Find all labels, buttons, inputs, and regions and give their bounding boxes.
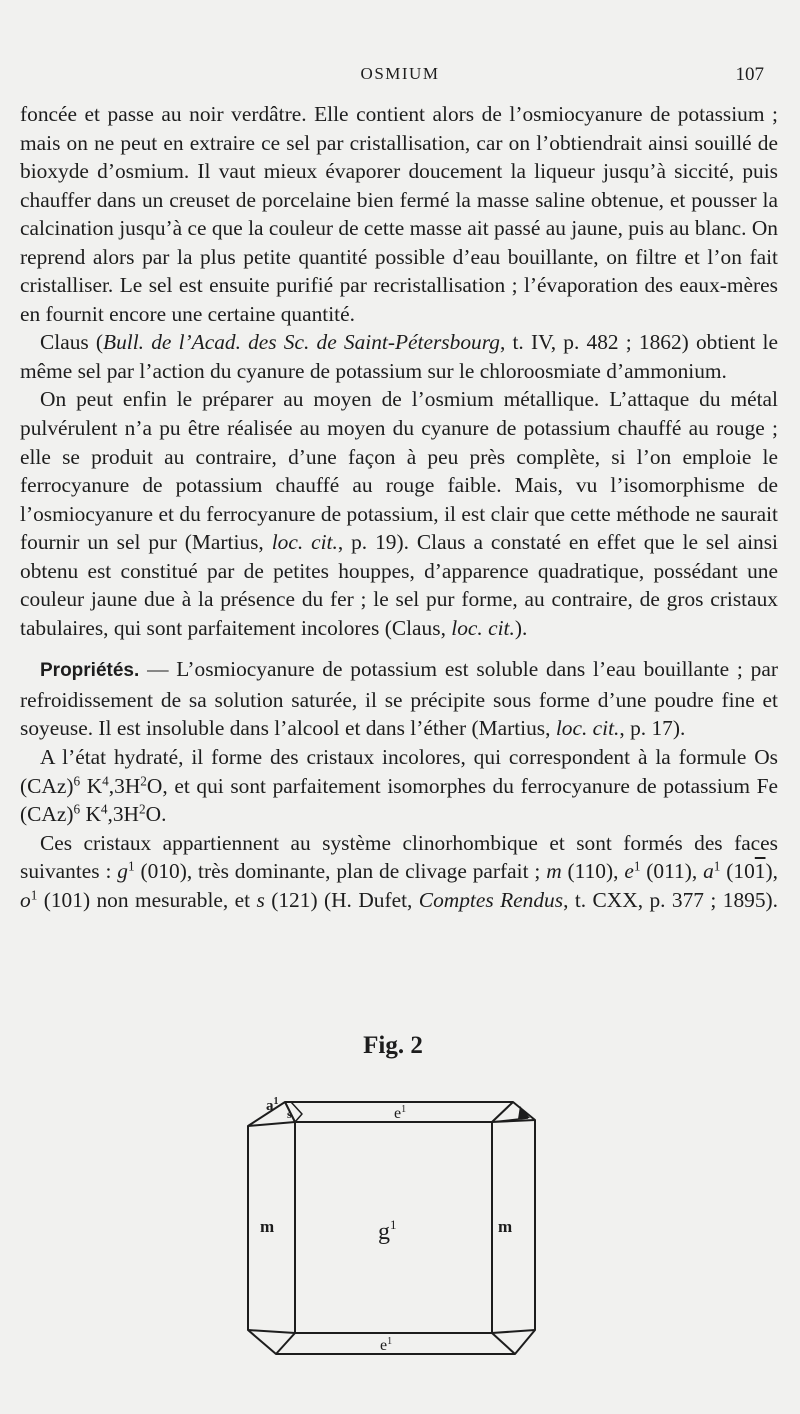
text-run: , t. IV, p. 482 ; 1862) obtient le même sel par l’action du cyanure de potassium sur le chloroosmiate d’ammonium. bbox=[20, 330, 778, 383]
face-symbol: a bbox=[703, 859, 714, 884]
label-g1: $g^1$ bbox=[378, 1217, 397, 1245]
citation-title: Comptes Rendus bbox=[418, 887, 564, 912]
citation-loc-cit: loc. cit. bbox=[271, 530, 338, 555]
citation-title: Bull. de l’Acad. des Sc. de Saint-Pétersbourg bbox=[103, 330, 500, 355]
face-symbol: m bbox=[546, 859, 562, 884]
text-run: , p. 19). Claus a constaté en effet que le sel ainsi obtenu est constitué par de petites houppes, d’apparence quadratique, possédant une couleur jaune due à la présence du fer ; le sel pur forme, au contraire, de gros cristaux tabulaires, qui sont parfaitement incolores (Claus, bbox=[20, 530, 779, 640]
face-index: 1 bbox=[633, 858, 641, 874]
formula-subscript: 4 bbox=[100, 801, 108, 817]
edge bbox=[248, 1330, 295, 1333]
text-run: (10 bbox=[720, 859, 755, 884]
text-run: On peut enfin le préparer au moyen de l’osmium métallique. L’attaque du métal pulvérulent n’a pu être réalisée au moyen du cyanure de potassium chauffé au rouge ; elle se produit au contraire, d’une façon à peu près complète, si l’on emploie le ferrocyanure de potassium chauffé au rouge faible. Mais, vu l’isomorphisme de l’osmiocyanure et du ferrocyanure de potassium, il est clair que cette méthode ne saurait fournir un sel pur (Martius, bbox=[20, 387, 778, 555]
text-run: Claus ( bbox=[40, 330, 104, 355]
text-run: (110), bbox=[561, 859, 625, 884]
crystal-drawing bbox=[238, 1084, 548, 1372]
edge bbox=[492, 1333, 515, 1354]
label-m-left: m bbox=[260, 1217, 275, 1236]
formula-subscript: 4 bbox=[102, 773, 109, 789]
paragraph-claus-method bbox=[20, 328, 778, 385]
label-m-right: m bbox=[498, 1217, 513, 1236]
overbar-digit: 1 bbox=[754, 859, 766, 884]
paragraph-metallic-osmium bbox=[20, 385, 778, 642]
citation-loc-cit: loc. cit. bbox=[555, 716, 620, 741]
text-run: (011), bbox=[640, 859, 704, 884]
figure-crystal bbox=[238, 1032, 548, 1372]
text-run: ,3H bbox=[107, 802, 140, 827]
page-header bbox=[0, 64, 800, 90]
paragraph-crystal-faces bbox=[20, 829, 778, 915]
text-run: A l’état hydraté, il forme des cristaux incolores, qui correspondent à la formule Os (CAz) bbox=[20, 745, 778, 798]
label-e1-bottom: $e^1$ bbox=[380, 1336, 393, 1354]
text-run: K bbox=[80, 802, 101, 827]
label-s: s bbox=[287, 1107, 292, 1121]
face-index: 1 bbox=[30, 887, 38, 903]
text-run: (121) (H. Dufet, bbox=[264, 887, 419, 912]
formula-subscript: 6 bbox=[73, 773, 81, 789]
edge bbox=[492, 1330, 535, 1333]
text-run: foncée et passe au noir verdâtre. Elle contient alors de l’osmiocyanure de potassium ; mais on ne peut en extraire ce sel par cristallisation, car on l’obtiendrait ainsi souillé de bioxyde d’osmium. Il vaut mieux évaporer doucement la liqueur jusqu’à siccité, puis chauffer dans un creuset de porcelaine bien fermé la masse saline obtenue, et pousser la calcination jusqu’à ce que la couleur de cette masse ait passé au jaune, puis au blanc. On reprend alors par la plus petite quantité possible d’eau bouillante, on filtre et l’on fait cristalliser. Le sel est ensuite purifié par recristallisation ; l’évaporation des eaux-mères en fournit encore une certaine quantité. bbox=[20, 102, 778, 326]
face-symbol: s bbox=[256, 887, 265, 912]
text-run: ), bbox=[765, 859, 778, 884]
text-run: Ces cristaux appartiennent au système clinorhombique et sont formés des faces suivantes : bbox=[20, 830, 778, 884]
face-index: 1 bbox=[713, 858, 721, 874]
text-run: ). bbox=[514, 615, 528, 640]
text-run: K bbox=[80, 773, 103, 798]
label-e1-top: $e^1$ bbox=[394, 1104, 407, 1122]
text-run: ,3H bbox=[108, 773, 141, 798]
formula-subscript: 2 bbox=[139, 801, 146, 817]
paragraph-properties bbox=[20, 655, 778, 743]
body-text bbox=[20, 100, 778, 914]
face-symbol: e bbox=[624, 859, 634, 884]
text-run: O. bbox=[145, 802, 167, 827]
formula-subscript: 6 bbox=[73, 801, 81, 817]
text-run: (010), très dominante, plan de clivage parfait ; bbox=[134, 859, 547, 884]
section-heading-proprietes: Propriétés. bbox=[40, 660, 140, 682]
text-run: (101) non mesurable, et bbox=[37, 887, 257, 912]
face-symbol: g bbox=[117, 859, 128, 884]
page-number: 107 bbox=[735, 64, 764, 85]
text-run: O, et qui sont parfaitement isomorphes du ferrocyanure de potassium Fe (CAz) bbox=[20, 773, 779, 827]
paragraph-preparation-continued bbox=[20, 100, 778, 328]
face-symbol: o bbox=[20, 887, 31, 912]
text-run: , p. 17). bbox=[619, 716, 686, 741]
formula-subscript: 2 bbox=[140, 773, 147, 789]
corner-shading bbox=[518, 1106, 530, 1119]
paragraph-hydrated-form bbox=[20, 743, 778, 829]
edge bbox=[276, 1333, 295, 1354]
text-run: , t. CXX, p. 377 ; 1895). bbox=[563, 887, 779, 912]
running-title: OSMIUM bbox=[360, 64, 440, 83]
label-a1: $a^1$ bbox=[266, 1096, 279, 1114]
figure-caption: Fig. 2 bbox=[363, 1032, 423, 1059]
text-run: — L’osmiocyanure de potassium est soluble dans l’eau bouillante ; par refroidissement de sa solution saturée, il se précipite sous forme d’une poudre fine et soyeuse. Il est insoluble dans l’alcool et dans l’éther (Martius, bbox=[20, 657, 778, 741]
face-index: 1 bbox=[128, 858, 135, 874]
citation-loc-cit: loc. cit. bbox=[451, 615, 515, 640]
